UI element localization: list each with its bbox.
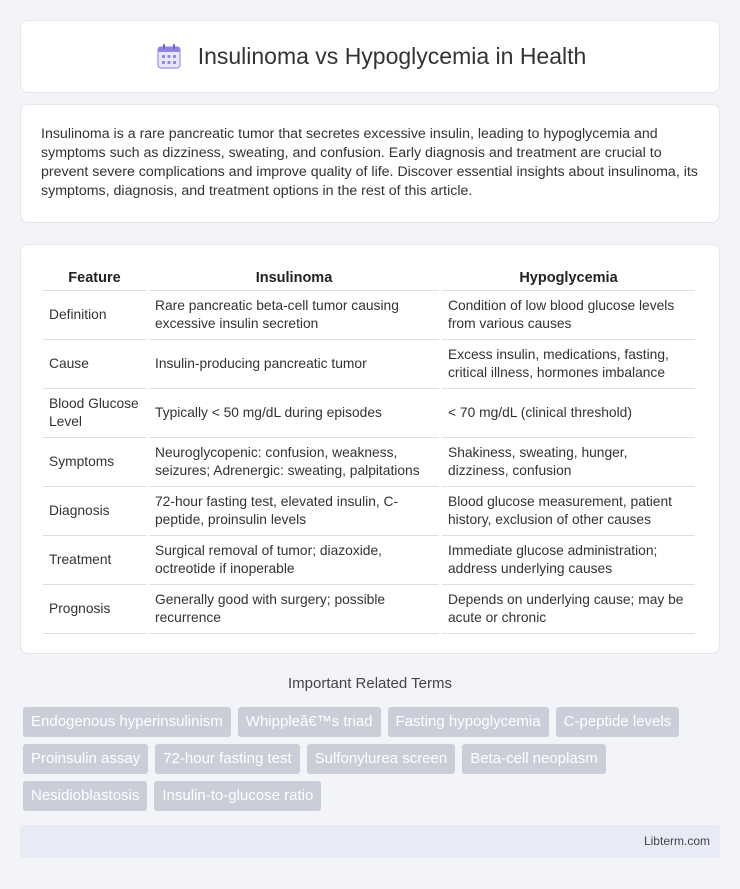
row-feature: Symptoms [43,438,146,487]
footer-site-link[interactable]: Libterm.com [643,834,710,848]
related-term-tag[interactable]: Sulfonylurea screen [307,744,456,774]
row-feature: Definition [43,291,146,340]
table-row [43,585,695,634]
row-hypoglycemia: < 70 mg/dL (clinical threshold) [442,389,695,438]
row-insulinoma: Insulin-producing pancreatic tumor [149,340,439,389]
related-term-tag[interactable]: 72-hour fasting test [155,744,299,774]
row-hypoglycemia: Immediate glucose administration; address underlying causes [442,536,695,585]
title-wrap [154,42,587,72]
row-insulinoma: Neuroglycopenic: confusion, weakness, seizures; Adrenergic: sweating, palpitations [149,438,439,487]
row-feature: Cause [43,340,146,389]
table-row [43,438,695,487]
page-title: Insulinoma vs Hypoglycemia in Health [197,43,587,69]
row-feature: Prognosis [43,585,146,634]
row-insulinoma: Generally good with surgery; possible recurrence [149,585,439,634]
row-insulinoma: Rare pancreatic beta-cell tumor causing excessive insulin secretion [149,291,439,340]
table-row [43,340,695,389]
row-hypoglycemia: Blood glucose measurement, patient history, exclusion of other causes [442,487,695,536]
table-row [43,291,695,340]
header-hypoglycemia: Hypoglycemia [442,265,695,291]
row-feature: Diagnosis [43,487,146,536]
intro-card [20,104,720,223]
related-term-tag[interactable]: Endogenous hyperinsulinism [23,707,231,737]
row-hypoglycemia: Shakiness, sweating, hunger, dizziness, confusion [442,438,695,487]
row-hypoglycemia: Depends on underlying cause; may be acute or chronic [442,585,695,634]
row-insulinoma: Typically < 50 mg/dL during episodes [149,389,439,438]
related-term-tag[interactable]: Fasting hypoglycemia [388,707,549,737]
related-terms-list [23,707,723,811]
header-feature: Feature [43,265,146,291]
table-row [43,389,695,438]
row-hypoglycemia: Excess insulin, medications, fasting, critical illness, hormones imbalance [442,340,695,389]
related-term-tag[interactable]: Insulin-to-glucose ratio [154,781,321,811]
table-row [43,487,695,536]
comparison-table [40,265,698,634]
table-header-row [43,265,695,291]
row-insulinoma: Surgical removal of tumor; diazoxide, octreotide if inoperable [149,536,439,585]
table-row [43,536,695,585]
header-insulinoma: Insulinoma [149,265,439,291]
related-term-tag[interactable]: Whippleâ€™s triad [238,707,381,737]
related-terms-title: Important Related Terms [288,675,452,692]
related-term-tag[interactable]: C-peptide levels [556,707,680,737]
footer [20,825,720,858]
row-feature: Blood Glucose Level [43,389,146,438]
related-term-tag[interactable]: Beta-cell neoplasm [462,744,606,774]
row-feature: Treatment [43,536,146,585]
related-term-tag[interactable]: Proinsulin assay [23,744,148,774]
header-card [20,20,720,93]
comparison-table-card [20,244,720,654]
calendar-grid-icon [154,42,184,72]
row-hypoglycemia: Condition of low blood glucose levels from various causes [442,291,695,340]
intro-text: Insulinoma is a rare pancreatic tumor that secretes excessive insulin, leading to hypoglycemia and symptoms such as dizziness, sweating, and confusion. Early diagnosis and treatment are crucial to prevent severe complications and improve quality of life. Discover essential insights about insulinoma, its symptoms, diagnosis, and treatment options in the rest of this article. [41,126,698,199]
row-insulinoma: 72-hour fasting test, elevated insulin, C-peptide, proinsulin levels [149,487,439,536]
related-term-tag[interactable]: Nesidioblastosis [23,781,147,811]
